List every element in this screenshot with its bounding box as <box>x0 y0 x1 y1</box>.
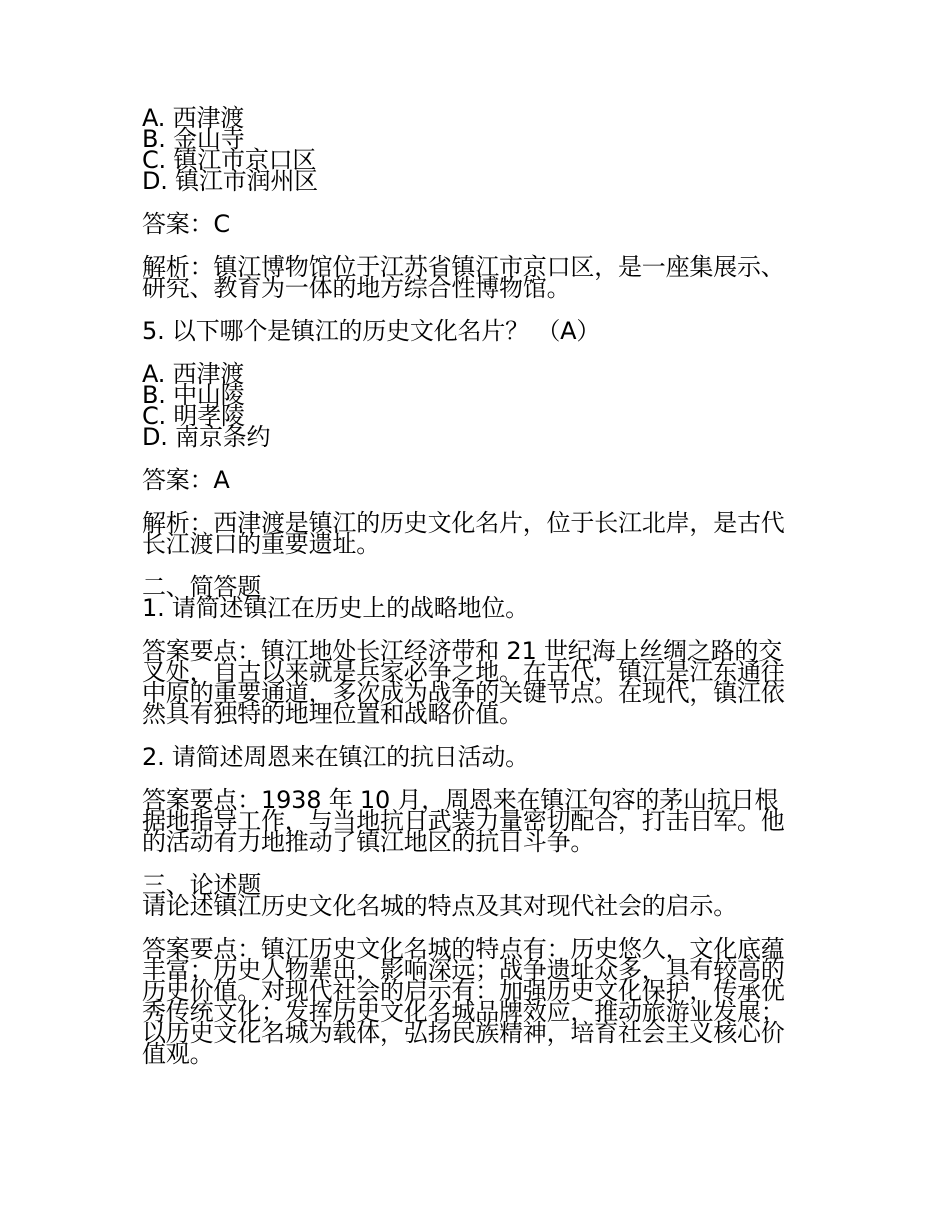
s3-question-1: 请论述镇江历史文化名城的特点及其对现代社会的启示。 <box>142 892 737 920</box>
analysis-line: 研究、教育为一体的地方综合性博物馆。 <box>142 274 571 302</box>
analysis-line: 解析：镇江博物馆位于江苏省镇江市京口区，是一座集展示、 <box>142 253 785 281</box>
q4-answer: 答案：C <box>142 210 230 238</box>
answer-line: 历史价值。对现代社会的启示有：加强历史文化保护，传承优 <box>142 977 785 1005</box>
answer-line: 值观。 <box>142 1040 214 1068</box>
option-c: C. 明孝陵 <box>142 402 245 430</box>
analysis-line: 长江渡口的重要遗址。 <box>142 530 380 558</box>
answer-line: 答案要点：镇江历史文化名城的特点有：历史悠久，文化底蕴 <box>142 935 785 963</box>
q5-analysis <box>142 509 822 558</box>
q4-options <box>142 104 822 195</box>
answer-line: 以历史文化名城为载体，弘扬民族精神，培育社会主义核心价 <box>142 1019 785 1047</box>
answer-line: 中原的重要通道，多次成为战争的关键节点。在现代，镇江依 <box>142 679 785 707</box>
q5-question: 5. 以下哪个是镇江的历史文化名片？ （A） <box>142 317 601 345</box>
s2-answer-2 <box>142 786 822 856</box>
answer-line: 然具有独特的地理位置和战略价值。 <box>142 700 523 728</box>
s2-answer-1 <box>142 637 822 728</box>
q5-options <box>142 360 822 451</box>
s2-question-1: 1. 请简述镇江在历史上的战略地位。 <box>142 594 529 622</box>
option-d: D. 镇江市润州区 <box>142 167 318 195</box>
option-a: A. 西津渡 <box>142 360 245 388</box>
option-a: A. 西津渡 <box>142 104 245 132</box>
s3-answer-1 <box>142 935 822 1068</box>
option-d: D. 南京条约 <box>142 423 271 451</box>
answer-line: 据地指导工作，与当地抗日武装力量密切配合，打击日军。他 <box>142 807 785 835</box>
answer-line: 答案要点：镇江地处长江经济带和 21 世纪海上丝绸之路的交 <box>142 637 782 665</box>
section-2-title: 二、简答题 <box>142 573 261 601</box>
analysis-line: 解析：西津渡是镇江的历史文化名片，位于长江北岸，是古代 <box>142 509 785 537</box>
answer-line: 秀传统文化；发挥历史文化名城品牌效应，推动旅游业发展； <box>142 998 785 1026</box>
answer-line: 丰富；历史人物辈出，影响深远；战争遗址众多，具有较高的 <box>142 956 785 984</box>
q4-analysis <box>142 253 822 302</box>
s2-question-2: 2. 请简述周恩来在镇江的抗日活动。 <box>142 743 529 771</box>
option-b: B. 金山寺 <box>142 125 245 153</box>
answer-line: 叉处，自古以来就是兵家必争之地。在古代，镇江是江东通往 <box>142 658 785 686</box>
answer-line: 答案要点：1938 年 10 月，周恩来在镇江句容的茅山抗日根 <box>142 786 779 814</box>
answer-line: 的活动有力地推动了镇江地区的抗日斗争。 <box>142 828 595 856</box>
section-3-title: 三、论述题 <box>142 871 261 899</box>
option-b: B. 中山陵 <box>142 381 245 409</box>
q5-answer: 答案：A <box>142 466 230 494</box>
document-page <box>142 104 822 1068</box>
option-c: C. 镇江市京口区 <box>142 146 317 174</box>
